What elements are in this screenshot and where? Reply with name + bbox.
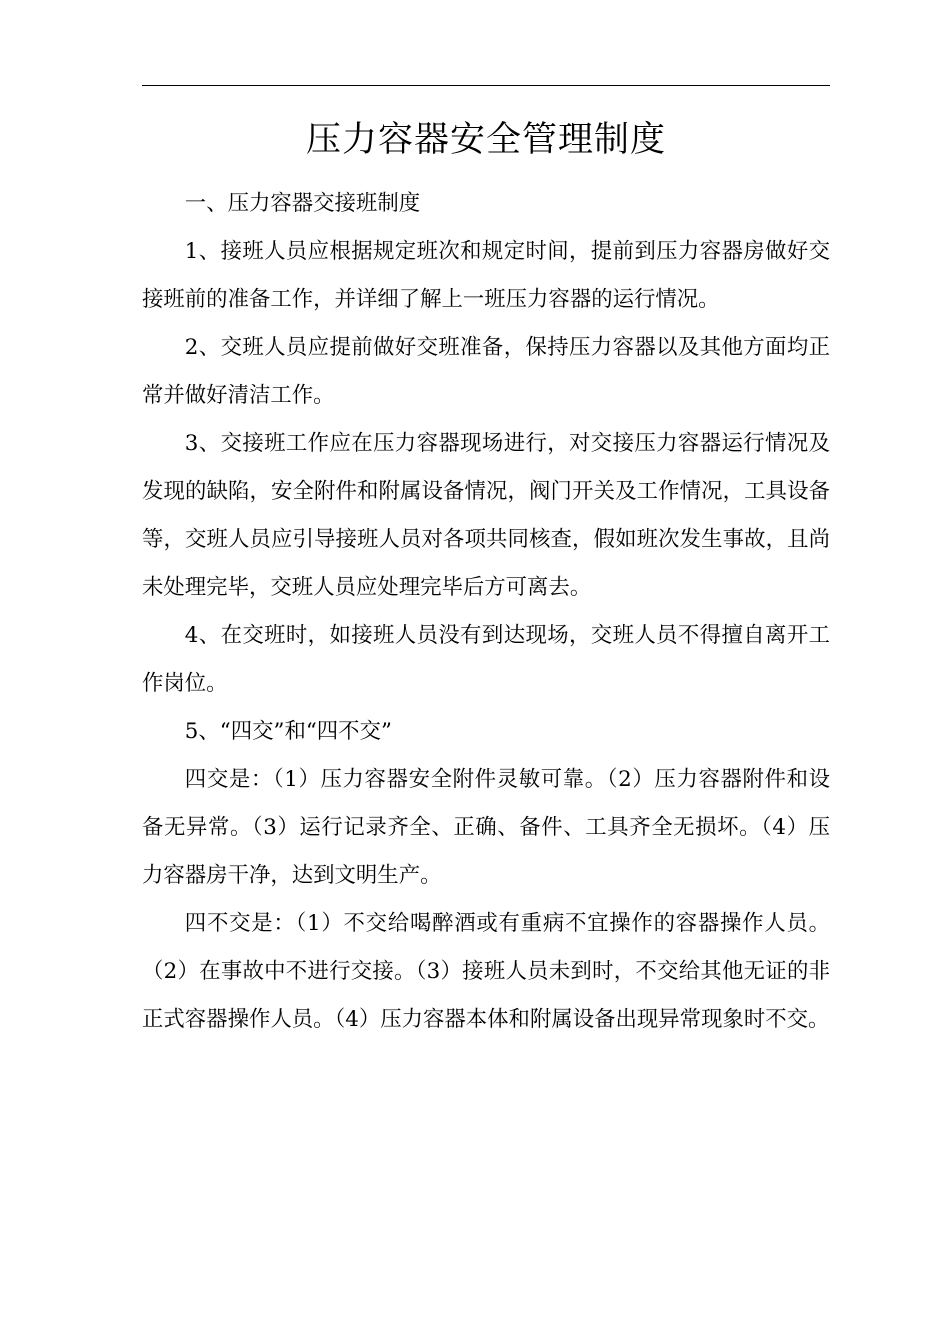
document-title: 压力容器安全管理制度: [305, 120, 666, 160]
paragraph-2: 2、交班人员应提前做好交班准备，保持压力容器以及其他方面均正常并做好清洁工作。: [142, 335, 830, 408]
paragraph-four-no-handovers: 四不交是：（1）不交给喝醉酒或有重病不宜操作的容器操作人员。（2）在事故中不进行交接。（3）接班人员未到时，不交给其他无证的非正式容器操作人员。（4）压力容器本体和附属设备出现异常现象时不交。: [142, 911, 830, 1032]
header-rule: [142, 85, 830, 86]
paragraph-1: 1、接班人员应根据规定班次和规定时间，提前到压力容器房做好交接班前的准备工作，并详细了解上一班压力容器的运行情况。: [142, 239, 830, 312]
paragraph-4: 4、在交班时，如接班人员没有到达现场，交班人员不得擅自离开工作岗位。: [142, 623, 830, 696]
section-heading: 一、压力容器交接班制度: [184, 191, 421, 216]
paragraph-3: 3、交接班工作应在压力容器现场进行，对交接压力容器运行情况及发现的缺陷，安全附件和附属设备情况，阀门开关及工作情况，工具设备等，交班人员应引导接班人员对各项共同核查，假如班次发生事故，且尚未处理完毕，交班人员应处理完毕后方可离去。: [142, 431, 830, 600]
paragraph-5: 5、“四交”和“四不交”: [184, 719, 392, 744]
document-body: [142, 180, 830, 1044]
paragraph-four-handovers: 四交是：（1）压力容器安全附件灵敏可靠。（2）压力容器附件和设备无异常。（3）运行记录齐全、正确、备件、工具齐全无损坏。（4）压力容器房干净，达到文明生产。: [142, 767, 830, 888]
